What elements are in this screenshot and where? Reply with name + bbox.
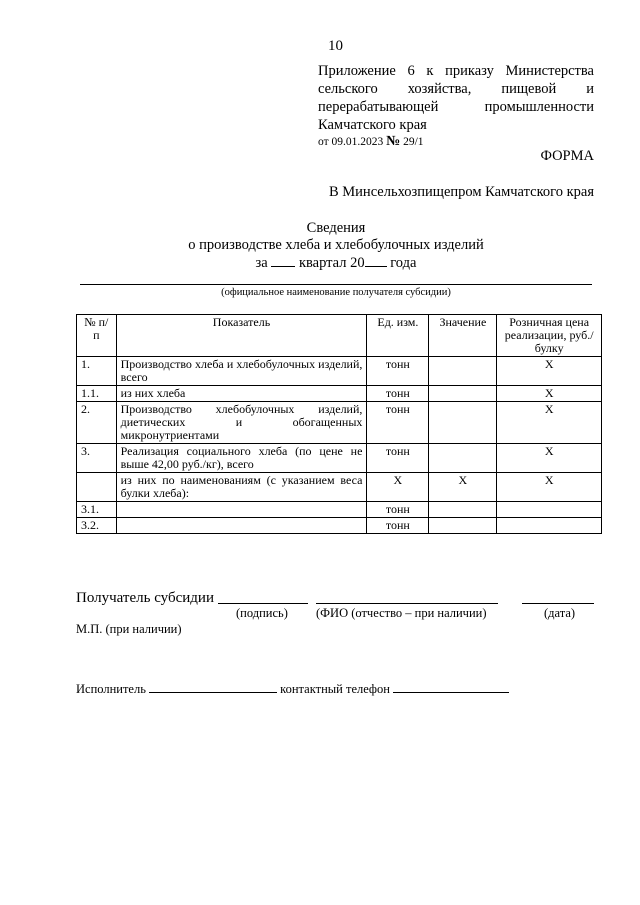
row-number: 3. — [77, 444, 117, 473]
annex-line: Камчатского края — [318, 117, 427, 133]
row-indicator: из них по наименованиям (с указанием веса булки хлеба): — [116, 473, 367, 502]
row-number: 1.1. — [77, 386, 117, 402]
signature-caption: (подпись) — [236, 606, 288, 620]
annex-line: перерабатывающей промышленности — [318, 99, 594, 115]
date-field[interactable] — [522, 603, 594, 604]
order-number: 29/1 — [403, 136, 424, 148]
page-number: 10 — [328, 38, 343, 54]
title-quarter-prefix: за — [255, 255, 268, 271]
row-unit: тонн — [367, 402, 429, 444]
header-indicator: Показатель — [116, 315, 367, 357]
header-number: № п/п — [77, 315, 117, 357]
form-label: ФОРМА — [540, 148, 594, 164]
row-number: 1. — [77, 357, 117, 386]
organization-name-caption: (официальное наименование получателя субсидии) — [221, 287, 451, 298]
executor-label: Исполнитель — [76, 682, 146, 696]
executor-line — [76, 680, 509, 697]
row-value-cell[interactable] — [429, 502, 497, 518]
row-price-cell[interactable] — [497, 518, 602, 534]
contact-phone-label: контактный телефон — [280, 682, 390, 696]
order-number-sign: № — [386, 134, 401, 149]
recipient-organization: В Минсельхозпищепром Камчатского края — [328, 184, 594, 200]
document-title — [100, 220, 572, 272]
table-row — [77, 386, 602, 402]
title-line-2: о производстве хлеба и хлебобулочных изделий — [188, 237, 484, 253]
order-date-prefix: от 09.01.2023 — [318, 136, 384, 148]
title-line-1: Сведения — [306, 220, 366, 236]
title-quarter-label: квартал 20 — [298, 255, 365, 271]
subsidy-recipient-label: Получатель субсидии — [76, 590, 214, 606]
row-value-cell[interactable] — [429, 402, 497, 444]
row-value-cell[interactable] — [429, 357, 497, 386]
row-number: 2. — [77, 402, 117, 444]
stamp-place-label: М.П. (при наличии) — [76, 622, 182, 636]
contact-phone-field[interactable] — [393, 680, 509, 693]
row-indicator: из них хлеба — [116, 386, 367, 402]
row-unit: X — [367, 473, 429, 502]
row-indicator: Производство хлебобулочных изделий, диетических и обогащенных микронутриентами — [116, 402, 367, 444]
annex-line: Приложение 6 к приказу Министерства — [318, 63, 594, 79]
row-number: 3.1. — [77, 502, 117, 518]
signature-field[interactable] — [218, 603, 308, 604]
date-caption: (дата) — [544, 606, 576, 620]
table-row — [77, 473, 602, 502]
header-retail-price: Розничная цена реализации, руб./булку — [497, 315, 602, 357]
annex-header — [318, 62, 594, 134]
row-value-cell[interactable] — [429, 386, 497, 402]
quarter-blank-field[interactable] — [271, 254, 295, 267]
table-row — [77, 357, 602, 386]
header-value: Значение — [429, 315, 497, 357]
annex-line: сельского хозяйства, пищевой и — [318, 81, 594, 97]
organization-name-field[interactable] — [80, 284, 592, 285]
row-unit: тонн — [367, 502, 429, 518]
fio-caption: (ФИО (отчество – при наличии) — [316, 606, 487, 620]
row-value-cell[interactable] — [429, 444, 497, 473]
table-row — [77, 518, 602, 534]
row-number: 3.2. — [77, 518, 117, 534]
header-unit: Ед. изм. — [367, 315, 429, 357]
year-blank-field[interactable] — [365, 254, 387, 267]
title-year-label: года — [390, 255, 417, 271]
row-indicator-cell[interactable] — [116, 502, 367, 518]
table-row — [77, 444, 602, 473]
row-price-cell: X — [497, 444, 602, 473]
executor-name-field[interactable] — [149, 680, 277, 693]
row-number — [77, 473, 117, 502]
row-price-cell: X — [497, 473, 602, 502]
order-date — [318, 134, 424, 150]
row-price-cell: X — [497, 357, 602, 386]
row-price-cell: X — [497, 386, 602, 402]
table-header-row — [77, 315, 602, 357]
row-unit: тонн — [367, 386, 429, 402]
row-price-cell: X — [497, 402, 602, 444]
data-table — [76, 314, 602, 534]
row-unit: тонн — [367, 444, 429, 473]
row-price-cell[interactable] — [497, 502, 602, 518]
row-indicator: Реализация социального хлеба (по цене не выше 42,00 руб./кг), всего — [116, 444, 367, 473]
row-unit: тонн — [367, 518, 429, 534]
title-line-3 — [100, 254, 572, 272]
fio-field[interactable] — [316, 603, 498, 604]
row-value-cell: X — [429, 473, 497, 502]
table-row — [77, 402, 602, 444]
row-value-cell[interactable] — [429, 518, 497, 534]
table-row — [77, 502, 602, 518]
row-indicator-cell[interactable] — [116, 518, 367, 534]
row-unit: тонн — [367, 357, 429, 386]
row-indicator: Производство хлеба и хлебобулочных изделий, всего — [116, 357, 367, 386]
